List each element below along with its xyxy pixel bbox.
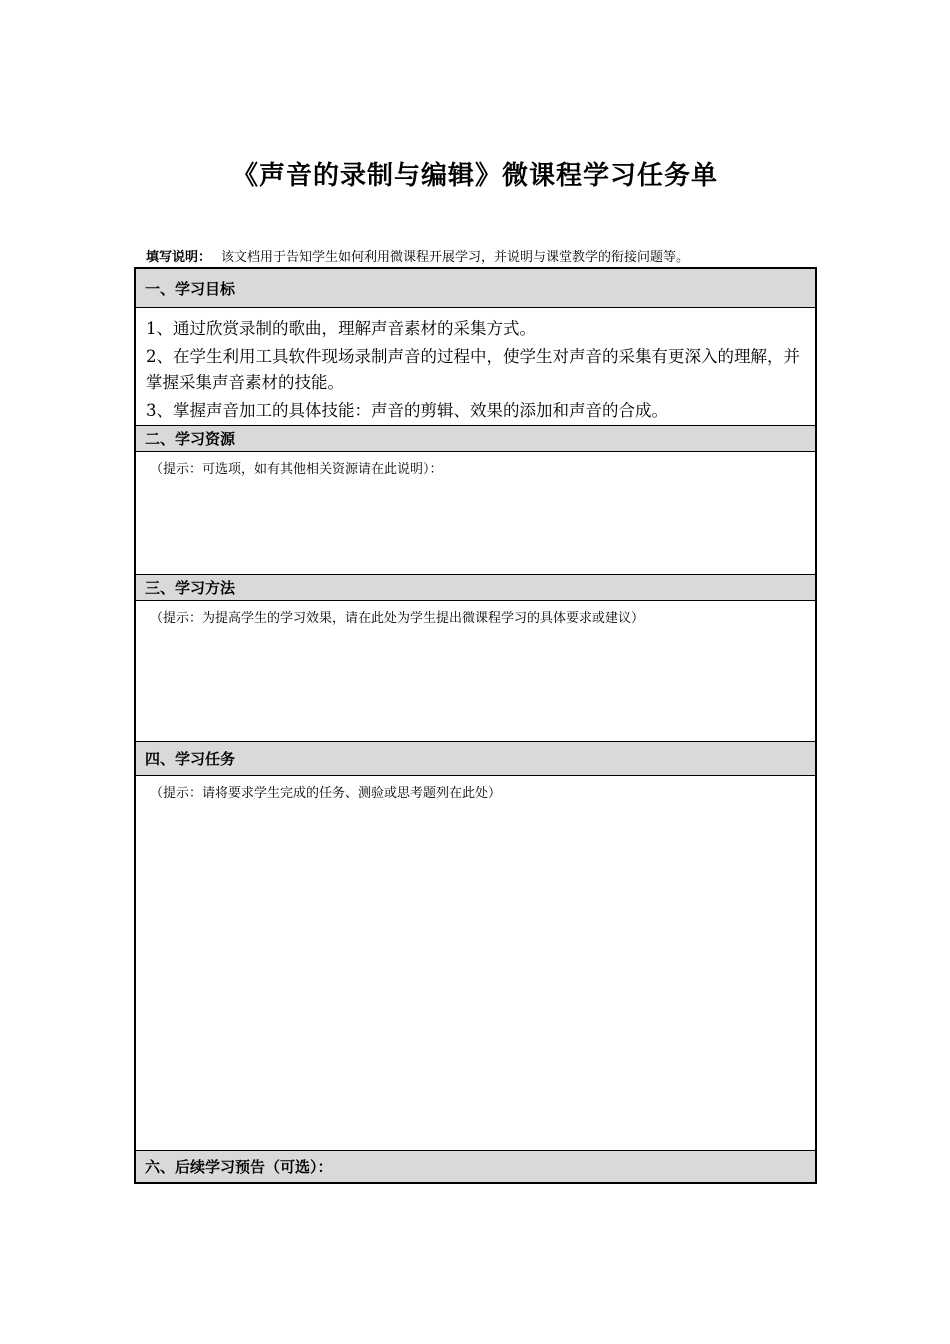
task-form-table: [134, 267, 817, 1184]
section-heading-tasks: 四、学习任务: [136, 742, 815, 775]
section-heading-methods: 三、学习方法: [136, 575, 815, 600]
tasks-content[interactable]: [136, 776, 815, 1150]
section-heading-preview: 六、后续学习预告（可选）：: [136, 1151, 815, 1182]
resources-hint: （提示：可选项，如有其他相关资源请在此说明）：: [150, 462, 443, 477]
goal-item: 3、掌握声音加工的具体技能：声音的剪辑、效果的添加和声音的合成。: [146, 401, 668, 420]
tasks-hint: （提示：请将要求学生完成的任务、测验或思考题列在此处）: [150, 786, 502, 801]
fill-instructions: [146, 246, 689, 265]
goal-item: 1、通过欣赏录制的歌曲，理解声音素材的采集方式。: [146, 319, 536, 338]
goal-item: 2、在学生利用工具软件现场录制声音的过程中，使学生对声音的采集有更深入的理解，并掌握采集声音素材的技能。: [146, 347, 800, 392]
section-heading-goals: 一、学习目标: [136, 269, 815, 307]
page-title: 《声音的录制与编辑》微课程学习任务单: [231, 161, 718, 191]
resources-content[interactable]: [136, 452, 815, 574]
instructions-label: 填写说明：: [146, 250, 212, 265]
goals-content[interactable]: [136, 308, 815, 425]
methods-hint: （提示：为提高学生的学习效果，请在此处为学生提出微课程学习的具体要求或建议）: [150, 611, 645, 626]
section-heading-resources: 二、学习资源: [136, 426, 815, 451]
instructions-text: 该文档用于告知学生如何利用微课程开展学习，并说明与课堂教学的衔接问题等。: [221, 250, 690, 265]
methods-content[interactable]: [136, 601, 815, 741]
